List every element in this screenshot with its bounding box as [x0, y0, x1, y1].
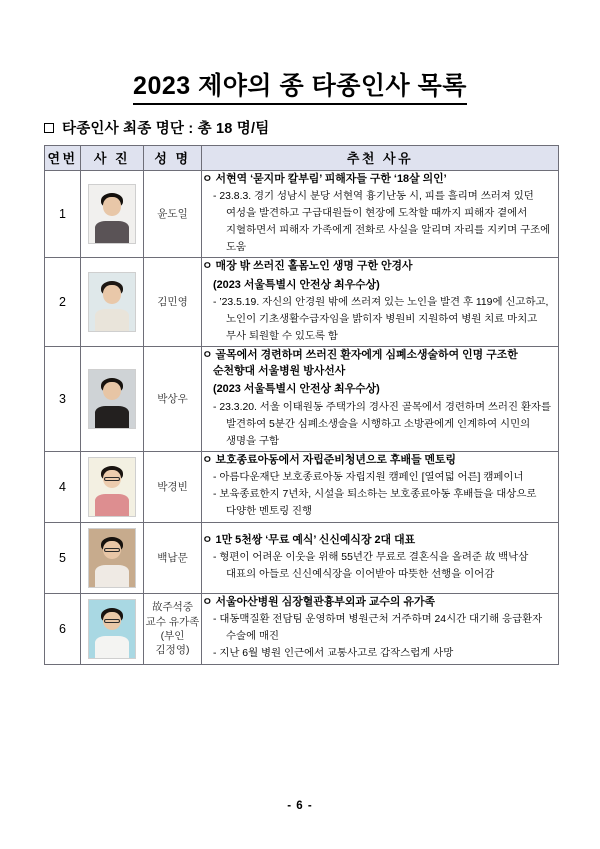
cell-sequence-number: 5: [45, 522, 81, 593]
column-header-photo: 사 진: [81, 146, 144, 171]
table-header: [45, 146, 559, 171]
portrait-photo-late-professor-ju-seok-jung: [88, 599, 136, 659]
portrait-photo-park-gyeong-bin: [88, 457, 136, 517]
reason-headline: ㅇ 매장 밖 쓰러진 홀몸노인 생명 구한 안경사: [202, 260, 413, 273]
table-row: [45, 451, 559, 522]
table-row: [45, 171, 559, 258]
portrait-photo-baek-nam-mun: [88, 528, 136, 588]
cell-sequence-number: 2: [45, 258, 81, 347]
reason-detail-item: - 아름다운재단 보호종료아동 자립지원 캠페인 [열여덟 어른] 캠페이너: [213, 472, 524, 484]
cell-recommendation-reason: [202, 346, 559, 451]
subtitle-line: [44, 117, 269, 138]
reason-headline: ㅇ 보호종료아동에서 자립준비청년으로 후배들 멘토링: [202, 454, 457, 467]
reason-detail-item: - ’23.5.19. 자신의 안경원 밖에 쓰러져 있는 노인을 발견 후 119에 신고하고, 노인이 기초생활수급자임을 밝히자 병원비 지원하여 병원 치료 마치고 무사 퇴원할 수 있도록 함: [213, 296, 549, 342]
portrait-photo-yun-do-il: [88, 184, 136, 244]
portrait-photo-kim-min-yeong: [88, 272, 136, 332]
table-body: [45, 171, 559, 665]
table-row: [45, 593, 559, 664]
cell-recommendation-reason: [202, 171, 559, 258]
checkbox-icon: [44, 123, 54, 133]
cell-person-name: 故주석중 교수 유가족 (부인 김정영): [144, 593, 202, 664]
reason-detail-item: - 지난 6월 병원 인근에서 교통사고로 갑작스럽게 사망: [213, 648, 454, 660]
cell-recommendation-reason: [202, 451, 559, 522]
cell-recommendation-reason: [202, 258, 559, 347]
reason-headline: ㅇ 1만 5천쌍 ‘무료 예식’ 신신예식장 2대 대표: [202, 533, 416, 546]
portrait-photo-park-sang-woo: [88, 369, 136, 429]
cell-sequence-number: 3: [45, 346, 81, 451]
table-row: [45, 258, 559, 347]
subtitle-text: 타종인사 최종 명단 : 총 18 명/팀: [62, 121, 270, 137]
cell-person-name: 김민영: [144, 258, 202, 347]
cell-person-name: 박경빈: [144, 451, 202, 522]
reason-headline: ㅇ 골목에서 경련하며 쓰러진 환자에게 심폐소생술하여 인명 구조한 순천향대 서울병원 방사선사: [202, 348, 518, 378]
reason-subheadline: (2023 서울특별시 안전상 최우수상): [213, 383, 380, 396]
cell-recommendation-reason: [202, 522, 559, 593]
cell-photo: [81, 593, 144, 664]
cell-sequence-number: 4: [45, 451, 81, 522]
cell-photo: [81, 451, 144, 522]
reason-detail-item: - 대동맥질환 전담팀 운영하며 병원근처 거주하며 24시간 대기해 응급환자 수술에 매진: [213, 614, 543, 643]
column-header-no: 연번: [45, 146, 81, 171]
page-number-footer: - 6 -: [287, 800, 313, 812]
table-header-row: [45, 146, 559, 171]
cell-person-name: 박상우: [144, 346, 202, 451]
honoree-table: [44, 145, 559, 665]
cell-recommendation-reason: [202, 593, 559, 664]
table-row: [45, 346, 559, 451]
column-header-reason: 추천 사유: [202, 146, 559, 171]
reason-subheadline: (2023 서울특별시 안전상 최우수상): [213, 278, 380, 291]
table-row: [45, 522, 559, 593]
honoree-table-wrapper: [44, 145, 554, 665]
reason-detail-item: - 23.8.3. 경기 성남시 분당 서현역 흉기난동 시, 피를 흘리며 쓰러져 있던 여성을 발견하고 구급대원들이 현장에 도착할 때까지 피해자 곁에서 지혈하면서 피해자 가족에게 전화로 사실을 알리며 자리를 지키며 구조에 도움: [213, 191, 551, 254]
cell-person-name: 백남문: [144, 522, 202, 593]
cell-photo: [81, 522, 144, 593]
column-header-name: 성 명: [144, 146, 202, 171]
cell-sequence-number: 6: [45, 593, 81, 664]
reason-headline: ㅇ 서울아산병원 심장혈관흉부외과 교수의 유가족: [202, 596, 436, 609]
reason-detail-item: - 23.3.20. 서울 이태원동 주택가의 경사진 골목에서 경련하며 쓰러진 환자를 발견하여 5분간 심폐소생술을 시행하고 소방관에게 인계하여 시민의 생명을 구함: [213, 401, 552, 447]
reason-headline: ㅇ 서현역 ‘묻지마 칼부림’ 피해자들 구한 ‘18살 의인’: [202, 173, 447, 185]
cell-photo: [81, 346, 144, 451]
page-title: [0, 72, 600, 105]
reason-detail-item: - 형편이 어려운 이웃을 위해 55년간 무료로 결혼식을 올려준 故 백낙삼 대표의 아들로 신신예식장을 이어받아 따뜻한 선행을 이어감: [213, 551, 529, 580]
reason-detail-item: - 보육종료한지 7년차, 시설을 퇴소하는 보호종료아동 후배들을 대상으로 다양한 멘토링 진행: [213, 489, 537, 518]
cell-person-name: 윤도일: [144, 171, 202, 258]
cell-photo: [81, 258, 144, 347]
cell-sequence-number: 1: [45, 171, 81, 258]
cell-photo: [81, 171, 144, 258]
page-title-text: 2023 제야의 종 타종인사 목록: [133, 72, 467, 105]
